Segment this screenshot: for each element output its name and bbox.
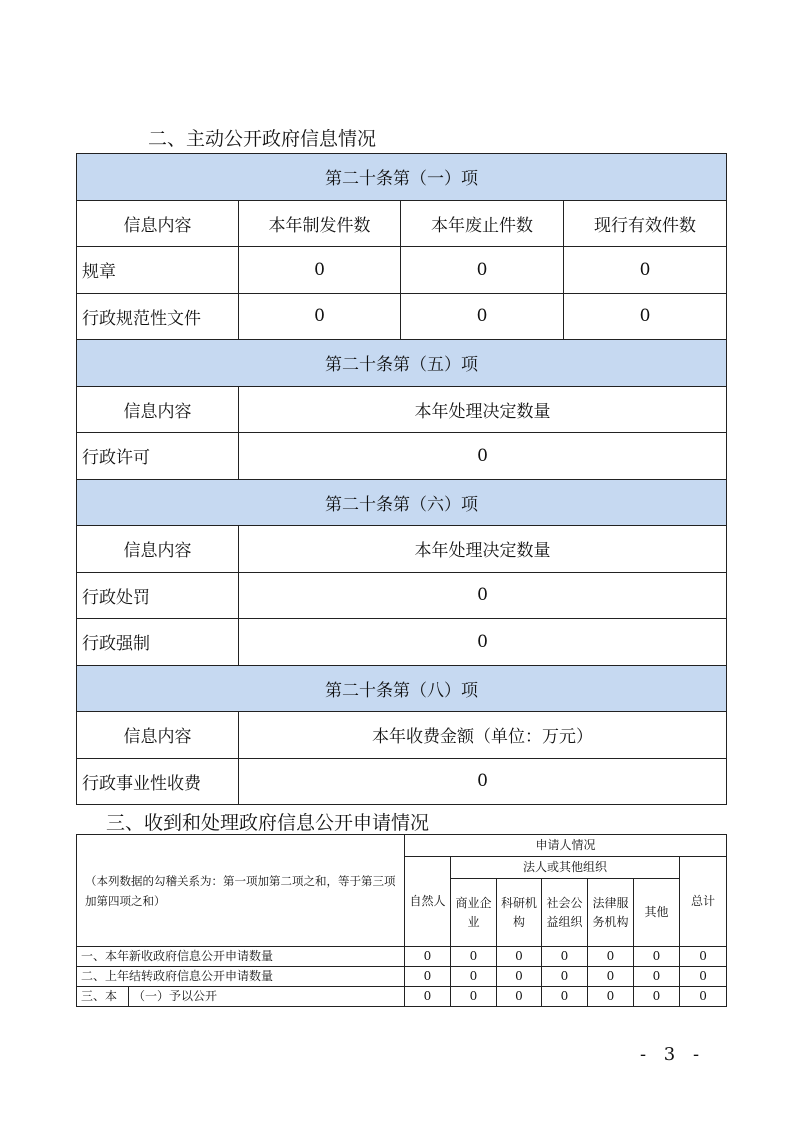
cell-value: 0 [405, 987, 451, 1007]
band-article20-item8: 第二十条第（八）项 [77, 665, 727, 712]
cell-value: 0 [588, 947, 634, 967]
header-repealed-count: 本年废止件数 [401, 200, 564, 247]
table-row [77, 758, 727, 805]
header-total: 总计 [680, 857, 727, 947]
table-row [77, 572, 727, 619]
page-number: - 3 - [640, 1044, 706, 1065]
table-row [77, 967, 727, 987]
table-row [77, 987, 727, 1007]
row-label-group: 三、本 [77, 987, 129, 1007]
table-row [77, 247, 727, 294]
section3-title: 三、收到和处理政府信息公开申请情况 [106, 812, 430, 834]
applicant-header: 申请人情况 [405, 835, 727, 857]
cell-value: 0 [634, 987, 680, 1007]
cell-value: 0 [542, 967, 588, 987]
header-commercial: 商业企业 [451, 879, 497, 947]
header-decision-count: 本年处理决定数量 [239, 526, 727, 573]
row-label: （一）予以公开 [129, 987, 405, 1007]
legal-org-header: 法人或其他组织 [451, 857, 680, 879]
row-label: 行政规范性文件 [77, 293, 239, 340]
section2-title: 二、主动公开政府信息情况 [148, 128, 377, 150]
cell-decision-count: 0 [239, 433, 727, 480]
header-info-content: 信息内容 [77, 712, 239, 759]
cell-value: 0 [405, 947, 451, 967]
cell-value: 0 [451, 947, 497, 967]
row-label: 一、本年新收政府信息公开申请数量 [77, 947, 405, 967]
proactive-disclosure-table [76, 153, 727, 805]
cell-valid: 0 [564, 247, 727, 294]
cell-decision-count: 0 [239, 572, 727, 619]
header-social-welfare: 社会公益组织 [542, 879, 588, 947]
cell-value: 0 [497, 967, 542, 987]
row-label: 行政强制 [77, 619, 239, 666]
table-row [77, 293, 727, 340]
cell-value: 0 [634, 947, 680, 967]
row-label: 行政处罚 [77, 572, 239, 619]
header-info-content: 信息内容 [77, 386, 239, 433]
row-label: 行政许可 [77, 433, 239, 480]
header-issued-count: 本年制发件数 [239, 200, 401, 247]
cell-repealed: 0 [401, 247, 564, 294]
header-info-content: 信息内容 [77, 200, 239, 247]
row-label: 二、上年结转政府信息公开申请数量 [77, 967, 405, 987]
header-decision-count: 本年处理决定数量 [239, 386, 727, 433]
cell-value: 0 [542, 947, 588, 967]
reconciliation-note: （本列数据的勾稽关系为：第一项加第二项之和，等于第三项加第四项之和） [77, 835, 405, 947]
cell-repealed: 0 [401, 293, 564, 340]
band-article20-item5: 第二十条第（五）项 [77, 340, 727, 387]
row-label: 行政事业性收费 [77, 758, 239, 805]
table-row [77, 619, 727, 666]
cell-value: 0 [542, 987, 588, 1007]
cell-value: 0 [497, 947, 542, 967]
header-fee-amount: 本年收费金额（单位：万元） [239, 712, 727, 759]
header-valid-count: 现行有效件数 [564, 200, 727, 247]
band-article20-item1: 第二十条第（一）项 [77, 154, 727, 201]
table-row [77, 947, 727, 967]
header-other: 其他 [634, 879, 680, 947]
cell-value: 0 [634, 967, 680, 987]
row-label: 规章 [77, 247, 239, 294]
cell-value: 0 [405, 967, 451, 987]
table-row [77, 433, 727, 480]
cell-issued: 0 [239, 247, 401, 294]
cell-issued: 0 [239, 293, 401, 340]
header-legal-service: 法律服务机构 [588, 879, 634, 947]
cell-value: 0 [680, 987, 727, 1007]
cell-value: 0 [588, 987, 634, 1007]
cell-valid: 0 [564, 293, 727, 340]
cell-value: 0 [680, 947, 727, 967]
band-article20-item6: 第二十条第（六）项 [77, 479, 727, 526]
header-natural-person: 自然人 [405, 857, 451, 947]
cell-value: 0 [680, 967, 727, 987]
header-research: 科研机构 [497, 879, 542, 947]
header-info-content: 信息内容 [77, 526, 239, 573]
cell-fee-amount: 0 [239, 758, 727, 805]
cell-value: 0 [451, 987, 497, 1007]
cell-value: 0 [451, 967, 497, 987]
cell-value: 0 [497, 987, 542, 1007]
application-table [76, 834, 727, 1007]
cell-decision-count: 0 [239, 619, 727, 666]
cell-value: 0 [588, 967, 634, 987]
